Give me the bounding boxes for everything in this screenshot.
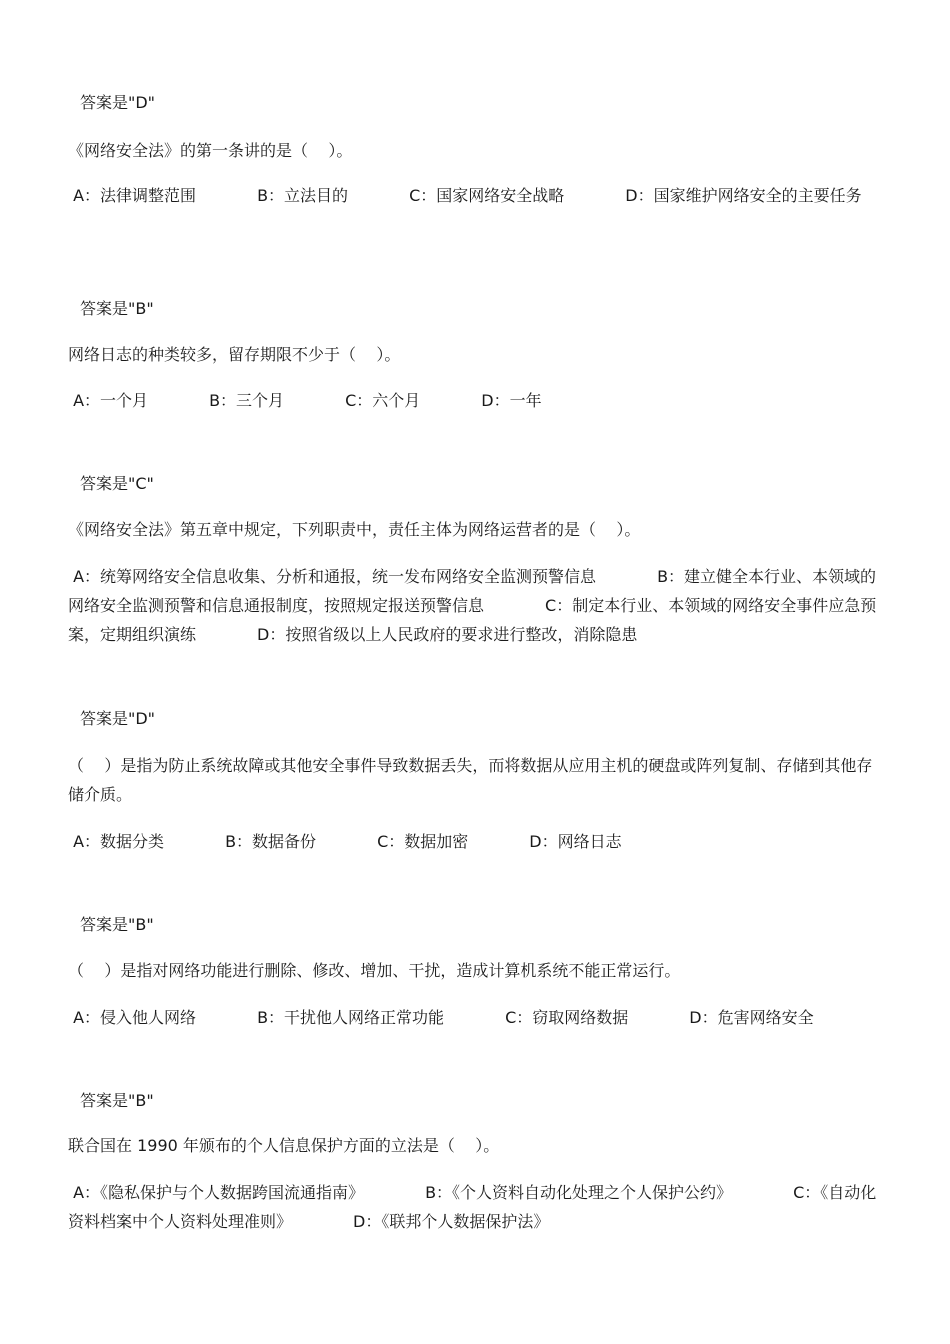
- question-text: 联合国在 1990 年颁布的个人信息保护方面的立法是（ ）。: [68, 1136, 500, 1155]
- question-text: 《网络安全法》第五章中规定，下列职责中，责任主体为网络运营者的是（ ）。: [68, 520, 641, 539]
- options-text: A：《隐私保护与个人数据跨国流通指南》 B：《个人资料自动化处理之个人保护公约》 C：《自动化资料档案中个人资料处理准则》 D：《联邦个人数据保护法》: [68, 1183, 877, 1231]
- answer-line: 答案是"B": [80, 1091, 154, 1110]
- answer-line: 答案是"C": [80, 474, 154, 493]
- options-text: A：一个月 B：三个月 C：六个月 D：一年: [68, 391, 542, 410]
- question-text: （ ）是指对网络功能进行删除、修改、增加、干扰，造成计算机系统不能正常运行。: [68, 961, 681, 980]
- options-text: A：数据分类 B：数据备份 C：数据加密 D：网络日志: [68, 832, 622, 851]
- options-text: A：法律调整范围 B：立法目的 C：国家网络安全战略 D：国家维护网络安全的主要任务: [68, 186, 862, 205]
- answer-line: 答案是"D": [80, 93, 156, 112]
- options-text: A：侵入他人网络 B：干扰他人网络正常功能 C：窃取网络数据 D：危害网络安全: [68, 1008, 814, 1027]
- question-text: （ ）是指为防止系统故障或其他安全事件导致数据丢失，而将数据从应用主机的硬盘或阵列复制、存储到其他存储介质。: [68, 756, 873, 804]
- answer-line: 答案是"B": [80, 915, 154, 934]
- question-text: 《网络安全法》的第一条讲的是（ ）。: [68, 141, 353, 160]
- answer-line: 答案是"D": [80, 709, 156, 728]
- question-text: 网络日志的种类较多，留存期限不少于（ ）。: [68, 345, 401, 364]
- answer-line: 答案是"B": [80, 299, 154, 318]
- options-text: A：统筹网络安全信息收集、分析和通报，统一发布网络安全监测预警信息 B：建立健全本行业、本领域的网络安全监测预警和信息通报制度，按照规定报送预警信息 C：制定本行业、本领域的网络安全事件应急预案，定期组织演练 D：按照省级以上人民政府的要求进行整改，消除隐患: [68, 567, 877, 644]
